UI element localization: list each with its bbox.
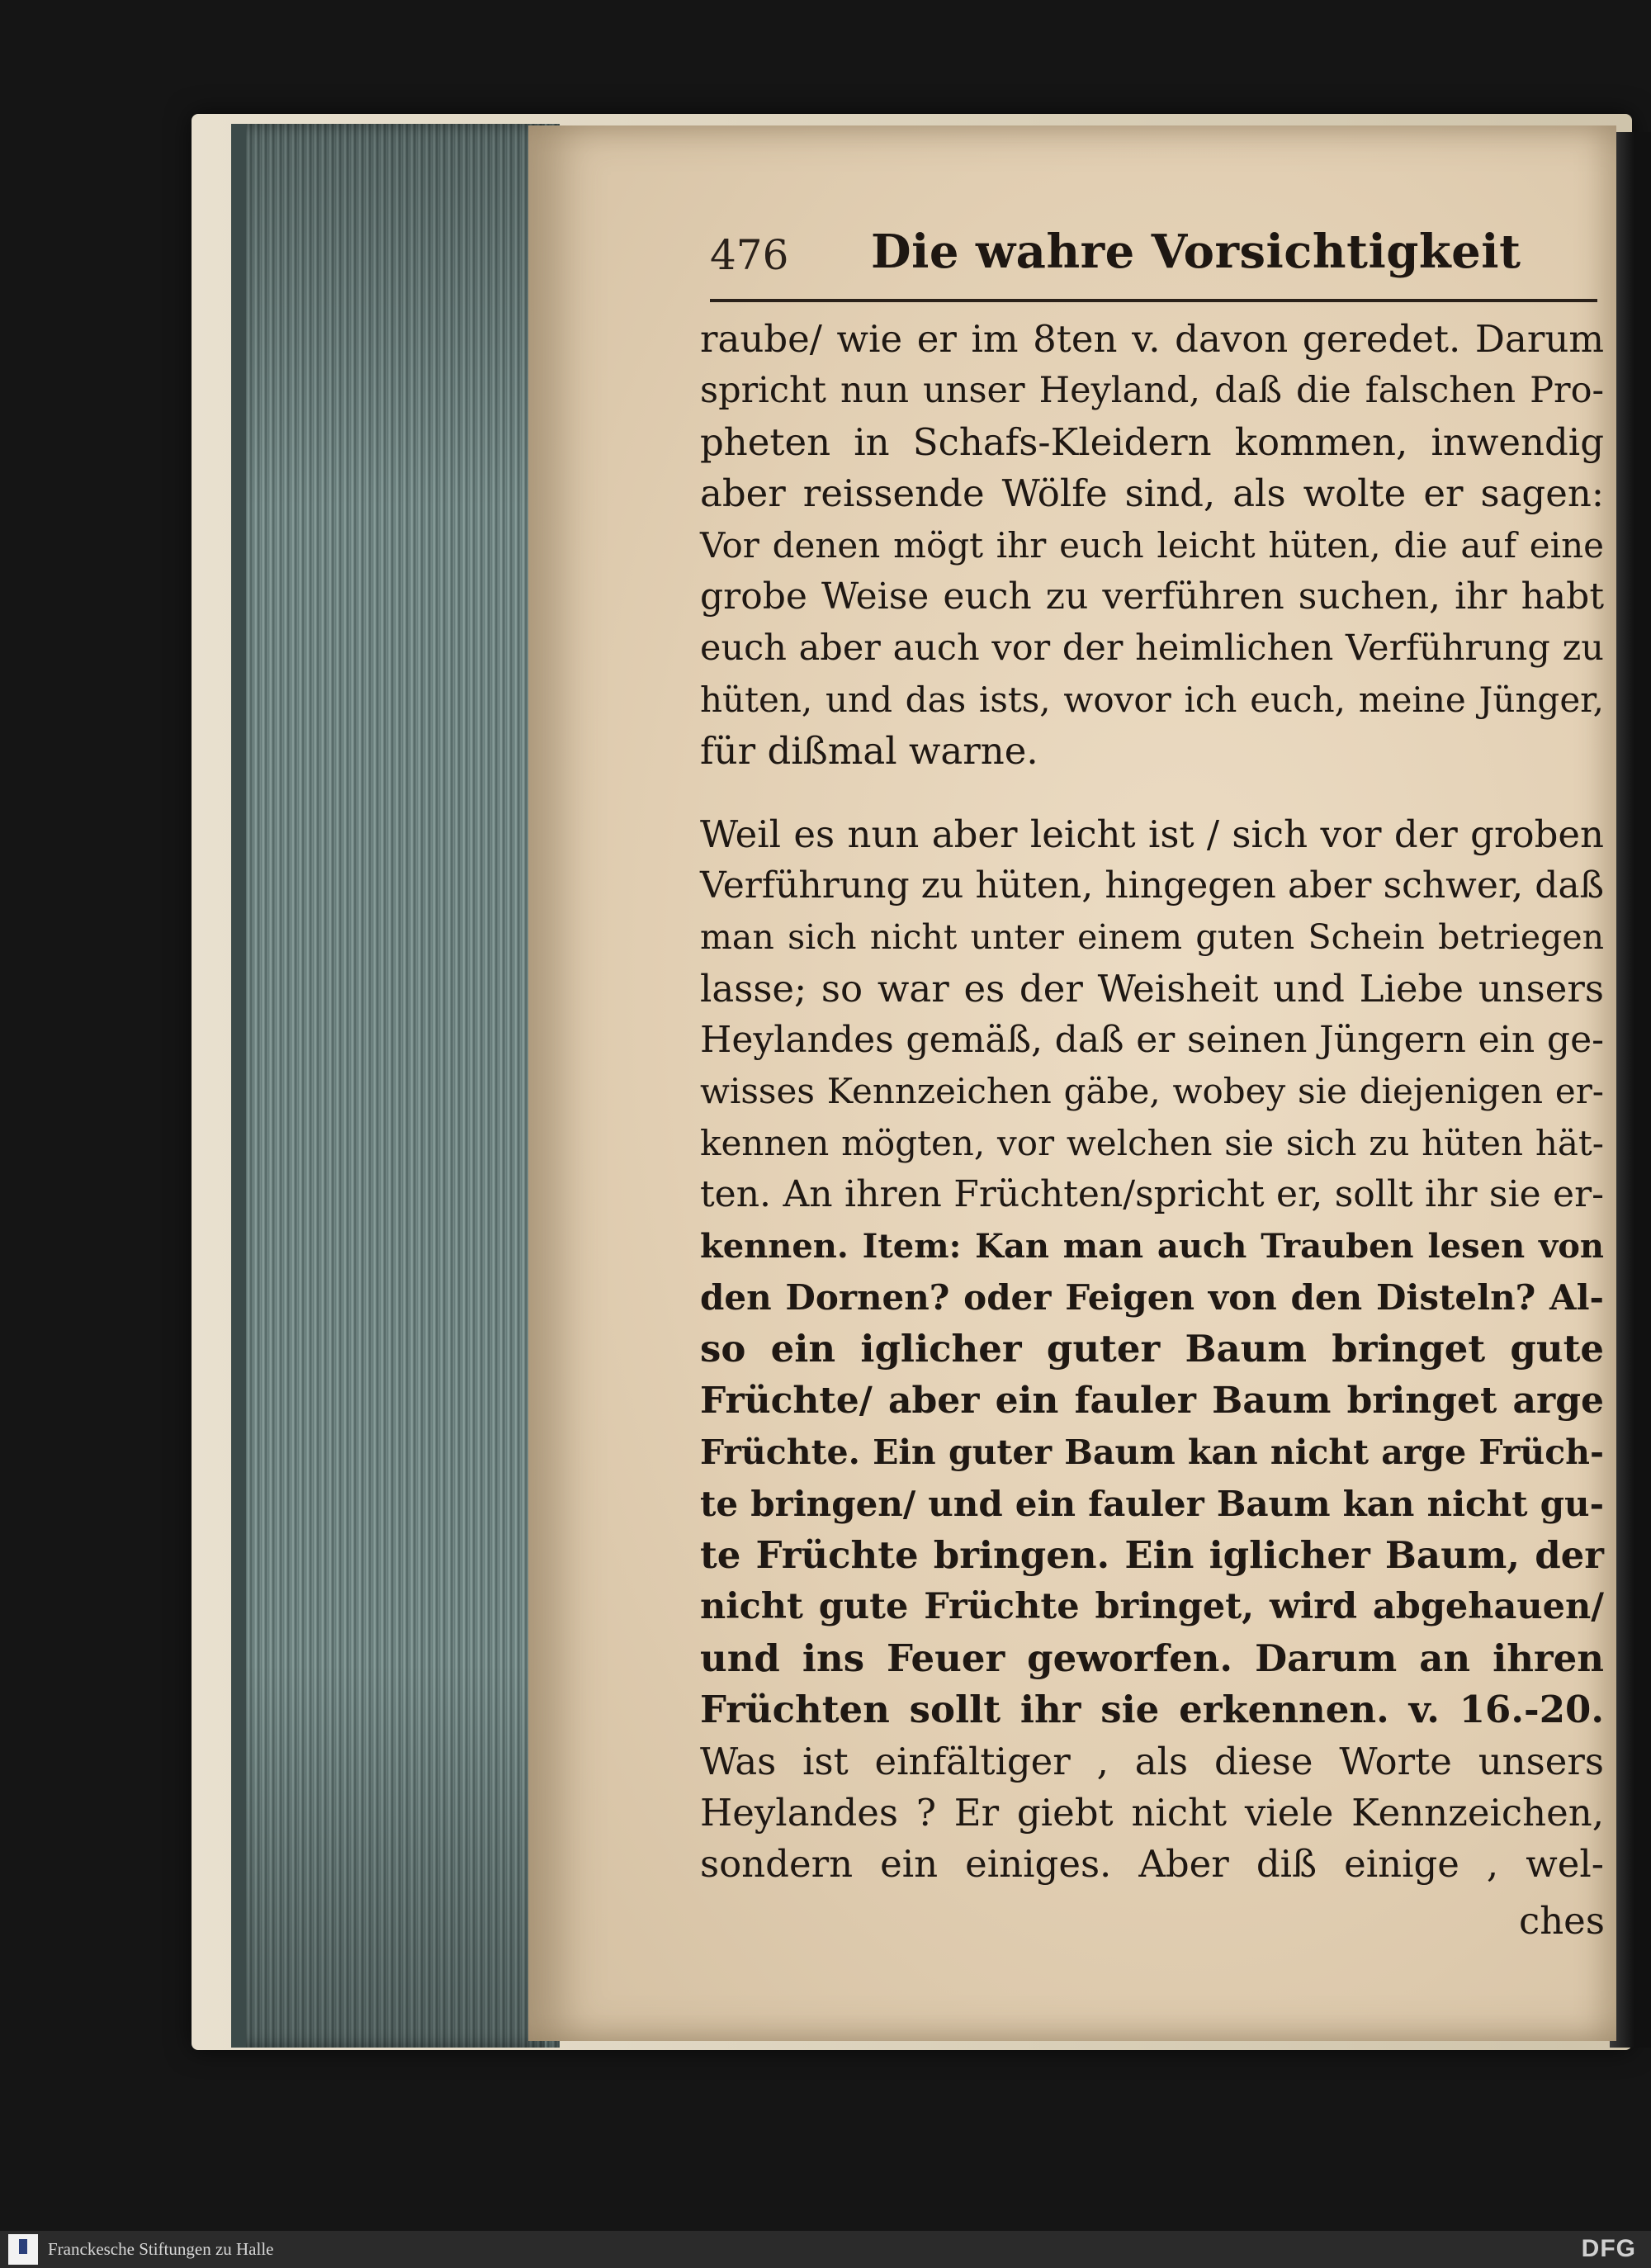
text-line: raube/ wie er im 8ten v. davon geredet. Darum (700, 317, 1604, 361)
text-line: Heylandes ? Er giebt nicht viele Kennzeichen, (700, 1790, 1604, 1835)
text-line: spricht nun unser Heyland, daß die falschen Pro- (700, 370, 1604, 412)
dfg-logo: DFG (1581, 2235, 1636, 2262)
footer-institution: Franckesche Stiftungen zu Halle (48, 2239, 274, 2259)
text-line: Heylandes gemäß, daß er seinen Jüngern ein ge- (700, 1019, 1604, 1062)
text-line: und ins Feuer geworfen. Darum an ihren (700, 1636, 1604, 1680)
text-line: hüten, und das ists, wovor ich euch, meine Jünger, (700, 679, 1604, 720)
text-line: grobe Weise euch zu verführen suchen, ihr habt (700, 575, 1604, 618)
text-line: lasse; so war es der Weisheit und Liebe unsers (700, 966, 1604, 1011)
text-line: te Früchte bringen. Ein iglicher Baum, der (700, 1532, 1604, 1577)
text-line: Verführung zu hüten, hingegen aber schwer, daß (700, 864, 1604, 907)
text-line: für dißmal warne. (700, 729, 1038, 774)
running-head (710, 225, 1601, 291)
footer-bar (0, 2231, 1651, 2268)
text-line: den Dornen? oder Feigen von den Disteln? Al- (700, 1277, 1604, 1319)
body-text (700, 314, 1604, 1891)
text-line: man sich nicht unter einem guten Schein betriegen (700, 917, 1604, 958)
text-line: kennen. Item: Kan man auch Trauben lesen von (700, 1226, 1604, 1266)
institution-logo-icon (8, 2234, 38, 2265)
running-title: Die wahre Vorsichtigkeit (871, 225, 1521, 279)
text-line: Früchten sollt ihr sie erkennen. v. 16.-20. (700, 1688, 1604, 1732)
text-line: so ein iglicher guter Baum bringet gute (700, 1327, 1604, 1371)
text-line: wisses Kennzeichen gäbe, wobey sie diejenigen er- (700, 1071, 1604, 1112)
text-line: pheten in Schafs-Kleidern kommen, inwendig (700, 419, 1604, 464)
text-line: Früchte/ aber ein fauler Baum bringet arge (700, 1379, 1604, 1422)
text-line: ten. An ihren Früchten/spricht er, sollt ihr sie er- (700, 1173, 1604, 1216)
text-line: kennen mögten, vor welchen sie sich zu hüten hät- (700, 1122, 1604, 1163)
text-line: Vor denen mögt ihr euch leicht hüten, die auf eine (700, 524, 1604, 566)
text-line: euch aber auch vor der heimlichen Verführung zu (700, 627, 1604, 670)
catchword: ches (1519, 1899, 1605, 1943)
header-rule (710, 299, 1597, 302)
text-line: Weil es nun aber leicht ist / sich vor der groben (700, 812, 1604, 856)
text-line: Was ist einfältiger , als diese Worte unsers (700, 1739, 1604, 1783)
text-line: sondern ein einiges. Aber diß einige , wel- (700, 1842, 1604, 1887)
page-edges-shadow (246, 124, 545, 2048)
text-line: Früchte. Ein guter Baum kan nicht arge Früch- (700, 1432, 1604, 1473)
text-line: nicht gute Früchte bringet, wird abgehauen/ (700, 1586, 1604, 1628)
text-line: aber reissende Wölfe sind, als wolte er sagen: (700, 471, 1604, 516)
text-line: te bringen/ und ein fauler Baum kan nicht gu- (700, 1483, 1604, 1524)
page-number: 476 (710, 231, 789, 279)
paragraph-gap (700, 778, 1604, 809)
